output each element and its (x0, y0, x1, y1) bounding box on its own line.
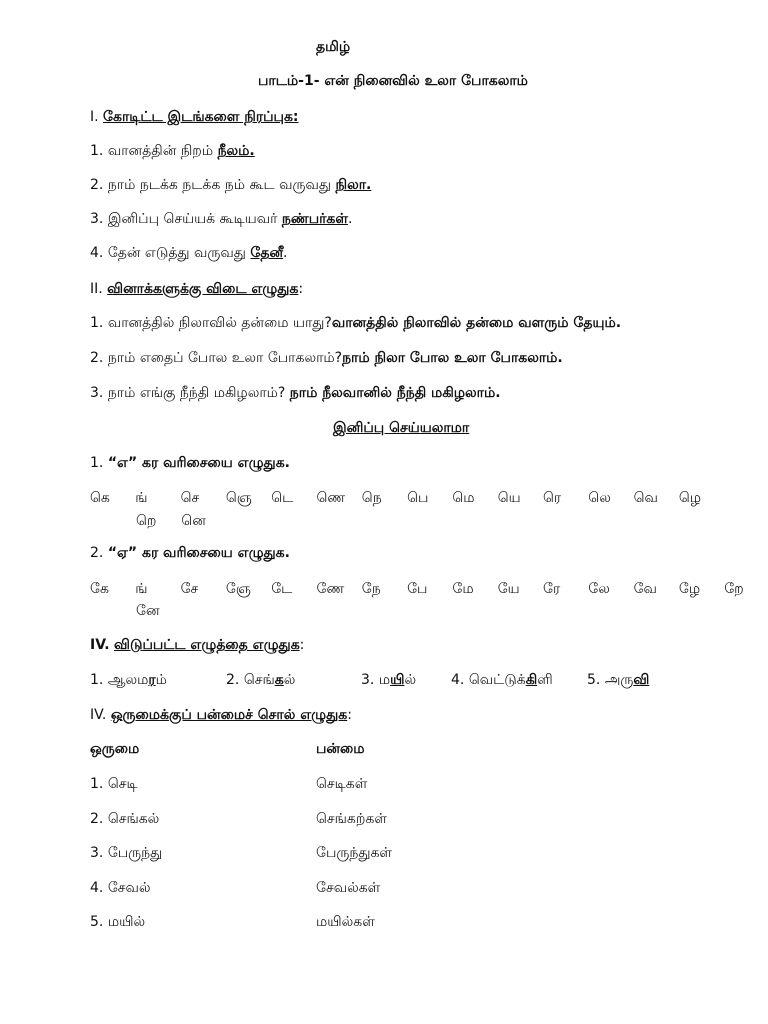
section4-header (90, 636, 304, 654)
section1-heading: கோடிட்ட இடங்களை நிரப்புக: (103, 109, 299, 125)
section1-item-4 (90, 244, 288, 262)
word-prefix: வெட்டுக் (468, 672, 526, 688)
section1-header (90, 108, 299, 126)
letter-cell: நெ (361, 490, 382, 506)
letter-cell: கெ (90, 490, 110, 506)
column-header-singular: ஒருமை (90, 741, 140, 757)
letter-cell: ழே (678, 581, 701, 597)
section5-number: IV. (90, 707, 107, 723)
item-number: 3. (90, 211, 104, 227)
missing-letter-item (361, 671, 416, 689)
question-text: நாம் எதைப் போல உலா போகலாம்? (107, 350, 343, 366)
singular-cell (90, 879, 151, 897)
section4-heading: விடுப்பட்ட எழுத்தை எழுதுக (114, 637, 300, 653)
letter-cell: னே (136, 603, 160, 619)
letter-cell: ரெ (543, 490, 562, 506)
word-prefix: ஆலம (107, 672, 149, 688)
filled-letter: க (274, 672, 284, 688)
letter-cell: யே (497, 581, 520, 597)
letter-cell: ணெ (316, 490, 346, 506)
section1-item-2 (90, 176, 371, 194)
letter-cell: செ (180, 490, 200, 506)
missing-letter-item (226, 671, 295, 689)
section2-header (90, 280, 303, 298)
letter-cell: பெ (407, 490, 429, 506)
section2-number: II. (90, 281, 103, 297)
letter-cell: டே (271, 581, 293, 597)
section1-item-3 (90, 210, 352, 228)
answer-text: தேனீ (250, 245, 284, 261)
question-text: வானத்தில் நிலாவில் தன்மை யாது? (107, 315, 332, 331)
section2-item-1 (90, 314, 621, 332)
answer-text: நாம் நிலா போல உலா போகலாம். (342, 350, 563, 366)
question-text: நாம் எங்கு நீந்தி மகிழலாம்? (107, 385, 286, 401)
item-number: 1. (90, 143, 104, 159)
item-number: 3. (90, 845, 104, 861)
item-number: 1. (90, 315, 104, 331)
singular-cell (90, 913, 145, 931)
word-suffix: ல் (283, 672, 296, 688)
singular-word: செங்கல் (107, 810, 160, 827)
singular-word: மயில் (107, 914, 146, 930)
section2-heading: வினாக்களுக்கு விடை எழுதுக (107, 281, 299, 297)
section2-colon: : (298, 281, 304, 297)
item-number: 1. (90, 455, 104, 471)
missing-letter-item (587, 671, 649, 689)
item-number: 5. (587, 672, 601, 688)
letter-cell: நே (361, 581, 381, 597)
missing-letter-item (90, 671, 167, 689)
letter-cell: மே (452, 581, 474, 597)
letter-cell: னெ (181, 513, 206, 529)
answer-text: நாம் நீலவானில் நீந்தி மகிழலாம். (289, 385, 501, 401)
letter-cell: றே (724, 581, 744, 597)
letter-cell: டெ (271, 490, 294, 506)
word-suffix: ல் (404, 672, 417, 688)
letter-cell: ணே (316, 581, 345, 597)
section3-heading: இனிப்பு செய்யலாமா (333, 420, 470, 436)
filled-letter: வி (633, 672, 650, 688)
letter-cell: ஞெ (225, 490, 252, 506)
letter-cell: ரே (543, 581, 561, 597)
singular-cell (90, 844, 162, 862)
item-number: 4. (451, 672, 465, 688)
section5-colon: : (347, 707, 352, 723)
section1-item-1 (90, 142, 255, 160)
column-header-plural: பன்மை (316, 741, 365, 757)
section1-number: I. (90, 109, 99, 125)
question-text: “எ” கர வரிசையை எழுதுக. (107, 455, 290, 471)
section4-colon: : (299, 637, 305, 653)
singular-cell (90, 775, 138, 793)
item-number: 3. (90, 385, 104, 401)
filled-letter: யி (390, 672, 405, 688)
missing-letter-item (451, 671, 553, 689)
answer-tail: . (283, 245, 288, 261)
word-prefix: ம (378, 672, 391, 688)
word-suffix: ளி (537, 672, 553, 688)
letter-cell: வே (633, 581, 657, 597)
item-number: 3. (361, 672, 375, 688)
item-number: 4. (90, 879, 104, 896)
plural-word: செங்கற்கள் (316, 810, 387, 827)
letter-cell: லே (588, 581, 610, 597)
letter-cell: கே (90, 581, 109, 597)
question-text: “ஏ” கர வரிசையை எழுதுக. (107, 545, 290, 561)
singular-word: சேவல் (107, 879, 151, 896)
answer-tail: . (348, 211, 353, 227)
item-number: 2. (90, 545, 104, 561)
plural-word: பேருந்துகள் (316, 845, 393, 861)
word-prefix: அரு (604, 672, 634, 688)
item-number: 2. (90, 350, 104, 366)
question-text: வானத்தின் நிறம் (107, 143, 214, 159)
item-number: 2. (90, 810, 104, 827)
question-text: தேன் எடுத்து வருவது (107, 245, 246, 261)
letter-cell: றெ (136, 513, 157, 529)
letter-cell: ஞே (225, 581, 251, 597)
section5-heading: ஒருமைக்குப் பன்மைச் சொல் எழுதுக (110, 707, 348, 723)
letter-cell: மெ (452, 490, 475, 506)
letter-cell: பே (407, 581, 428, 597)
item-number: 4. (90, 245, 104, 261)
word-suffix: ம் (155, 672, 167, 688)
plural-word: செடிகள் (316, 776, 368, 792)
answer-text: நீலம். (217, 143, 255, 159)
answer-text: நண்பர்கள் (281, 211, 349, 227)
section5-header (90, 706, 352, 724)
singular-word: பேருந்து (107, 845, 163, 861)
item-number: 5. (90, 914, 104, 930)
section2-item-3 (90, 384, 501, 402)
letter-cell: சே (180, 581, 199, 597)
letter-cell: ங் (135, 581, 148, 597)
question-text: நாம் நடக்க நடக்க நம் கூட வருவது (107, 177, 332, 193)
letter-cell: லெ (588, 490, 611, 506)
letter-cell: யெ (497, 490, 521, 506)
lesson-title: பாடம்-1- என் நினைவில் உலா போகலாம் (258, 73, 528, 89)
section4-number: IV. (90, 637, 110, 653)
subject-title: தமிழ் (316, 39, 351, 55)
plural-word: மயில்கள் (316, 914, 375, 930)
question-text: இனிப்பு செய்யக் கூடியவர் (107, 211, 278, 227)
section3-question-1 (90, 454, 290, 472)
word-prefix: செங் (243, 672, 275, 688)
letter-cell: ழெ (678, 490, 702, 506)
item-number: 2. (226, 672, 240, 688)
section2-item-2 (90, 349, 563, 367)
answer-text: வானத்தில் நிலாவில் தன்மை வளரும் தேயும். (331, 315, 622, 331)
item-number: 1. (90, 672, 104, 688)
letter-cell: வெ (633, 490, 658, 506)
item-number: 1. (90, 776, 104, 792)
letter-cell: ங் (135, 490, 148, 506)
section3-question-2 (90, 544, 290, 562)
answer-text: நிலா. (335, 177, 372, 193)
singular-word: செடி (107, 776, 138, 792)
plural-word: சேவல்கள் (316, 879, 381, 896)
singular-cell (90, 810, 159, 828)
filled-letter: ர (148, 672, 156, 688)
filled-letter: கி (525, 672, 538, 688)
item-number: 2. (90, 177, 104, 193)
